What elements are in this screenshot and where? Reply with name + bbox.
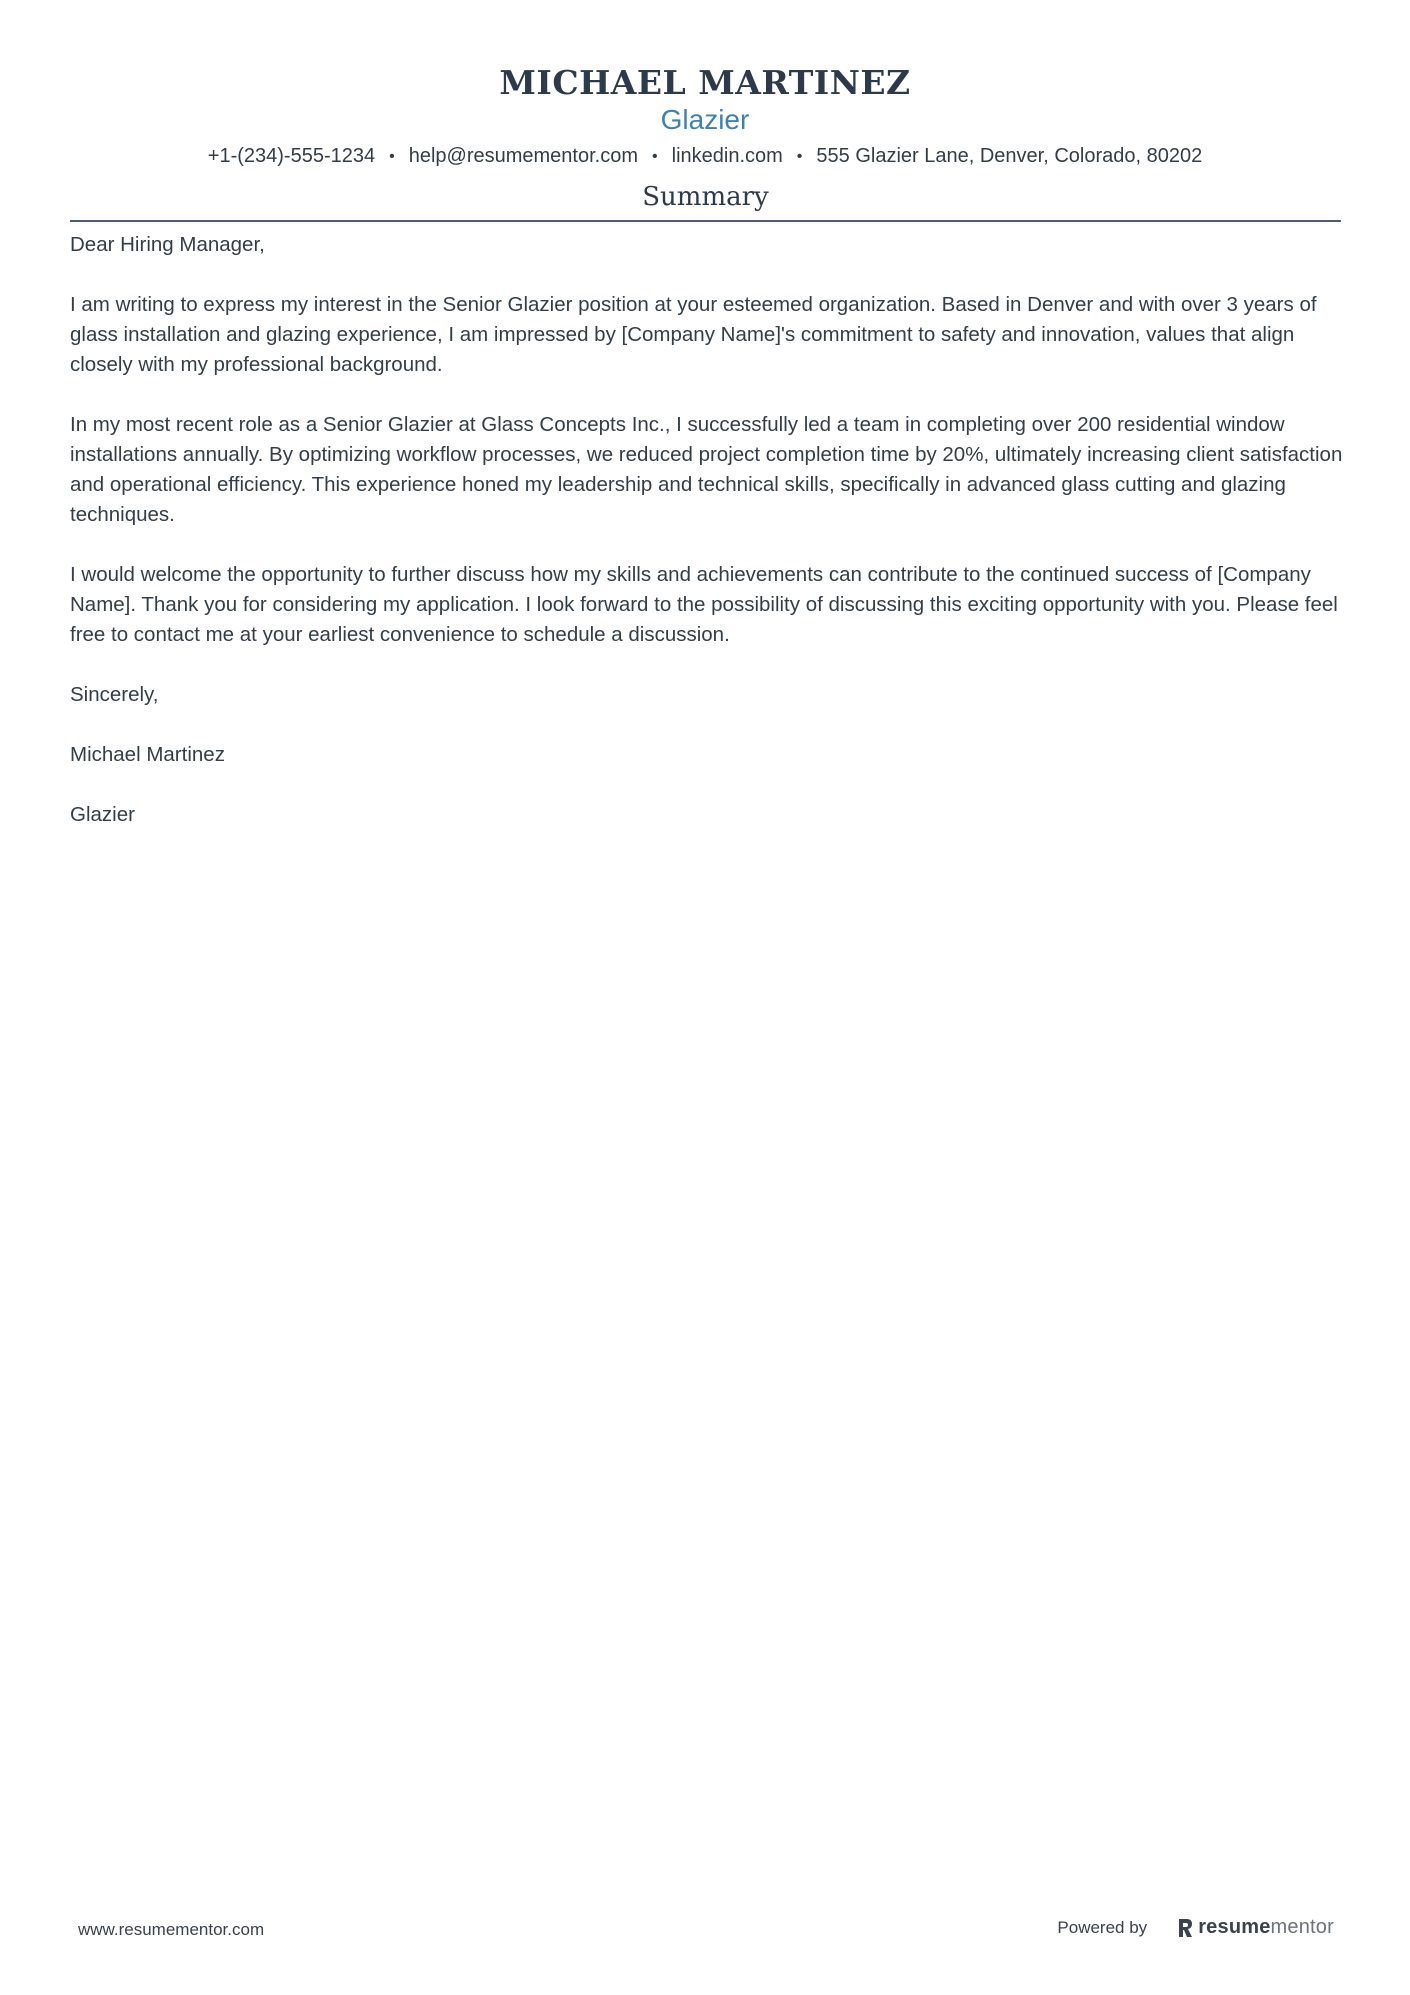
contact-website: linkedin.com <box>671 145 783 167</box>
section-heading-summary: Summary <box>70 180 1341 222</box>
brand-wordmark <box>1198 1916 1334 1939</box>
letter-paragraph: In my most recent role as a Senior Glazier at Glass Concepts Inc., I successfully led a team in completing over 200 residential window installations annually. By optimizing workflow processes, we reduced project completion time by 20%, ultimately increasing client satisfaction and operational efficiency. This experience honed my leadership and technical skills, specifically in advanced glass cutting and glazing techniques. <box>70 413 1343 526</box>
brand-wordmark-bold: resume <box>1198 1916 1271 1938</box>
candidate-name: MICHAEL MARTINEZ <box>499 63 911 102</box>
contact-line <box>0 143 1410 171</box>
header <box>0 62 1410 171</box>
contact-phone: +1-(234)-555-1234 <box>207 145 376 167</box>
contact-separator: • <box>796 148 803 165</box>
powered-by-label: Powered by <box>1057 1917 1148 1937</box>
letter-greeting: Dear Hiring Manager, <box>70 233 265 256</box>
contact-separator: • <box>652 148 658 165</box>
letter-body <box>70 230 1345 860</box>
letter-paragraph: I would welcome the opportunity to further discuss how my skills and achievements can contribute to the continued success of [Company Name]. Thank you for considering my application. I look forward to the possibility of discussing this exciting opportunity with you. Please feel free to contact me at your earliest convenience to schedule a discussion. <box>70 563 1338 646</box>
contact-email: help@resumementor.com <box>408 145 639 167</box>
footer-website-link[interactable]: www.resumementor.com <box>78 1920 265 1939</box>
contact-separator: • <box>389 148 395 165</box>
resumementor-logo-link[interactable] <box>1177 1916 1334 1939</box>
job-title: Glazier <box>660 104 750 135</box>
footer-branding <box>1057 1916 1334 1939</box>
brand-wordmark-light: mentor <box>1270 1916 1334 1938</box>
letter-paragraph: I am writing to express my interest in the Senior Glazier position at your esteemed organization. Based in Denver and with over 3 years of glass installation and glazing experience, I am impressed by [Company Name]'s commitment to safety and innovation, values that align closely with my professional background. <box>70 293 1317 376</box>
signature-title: Glazier <box>70 803 135 826</box>
resumementor-logo-icon <box>1177 1918 1194 1938</box>
signature-name: Michael Martinez <box>70 743 225 766</box>
contact-address: 555 Glazier Lane, Denver, Colorado, 80202 <box>816 145 1203 167</box>
letter-closing: Sincerely, <box>70 683 159 706</box>
